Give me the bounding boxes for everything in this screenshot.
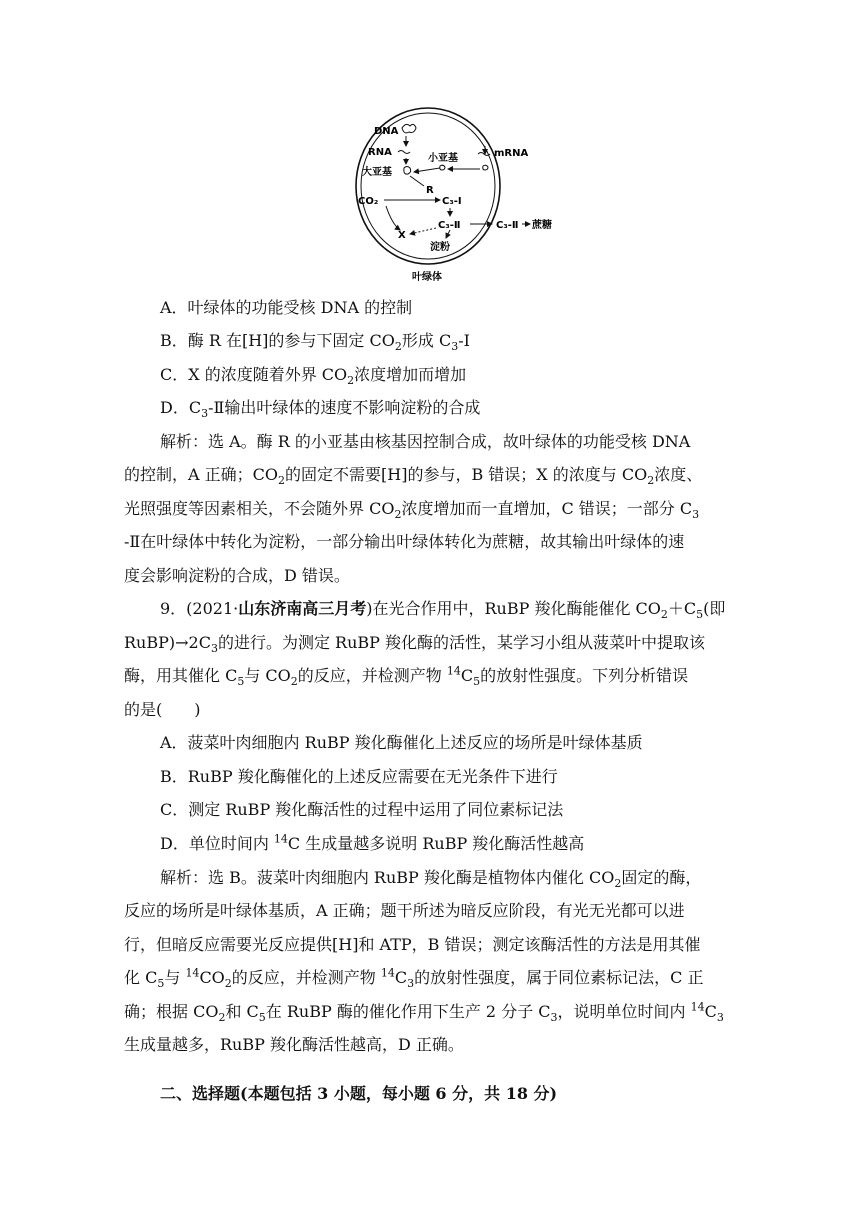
dna-icon xyxy=(402,124,416,132)
label-chloroplast: 叶绿体 xyxy=(412,272,442,283)
q9-source: 山东济南高三月考 xyxy=(238,599,367,618)
label-small-subunit: 小亚基 xyxy=(428,153,458,164)
label-dna: DNA xyxy=(374,126,399,137)
q9-analysis-line: 确；根据 $CO_2$和 $C_5$在 RuBP 酶的催化作用下生产 2 分子 $C_3$，说明单位时间内 $^{14}C_3$ xyxy=(124,1000,724,1025)
cytosol-small-subunit-icon xyxy=(483,165,488,170)
q9-stem-line: 酶，用其催化 $C_5$与 $CO_2$的反应，并检测产物 $^{14}C_5$的放射性强度。下列分析错误 xyxy=(124,664,689,689)
q8-analysis-line: 解析：选 A。酶 R 的小亚基由核基因控制合成，故叶绿体的功能受核 DNA xyxy=(160,432,691,451)
q9-option-c: C．测定 RuBP 羧化酶活性的过程中运用了同位素标记法 xyxy=(160,800,564,819)
label-rna: RNA xyxy=(368,147,392,158)
q8-analysis-line: 光照强度等因素相关，不会随外界 $CO_2$浓度增加而一直增加，C 错误；一部分 $C_3$ xyxy=(124,499,700,522)
q8-option-b: B．酶 R 在[H]的参与下固定 $CO_2$形成 $C_3-Ⅰ$ xyxy=(160,331,470,354)
q9-analysis-line: 化 $C_5$与 $^{14}CO_2$的反应，并检测产物 $^{14}C_3$的放射性强度，属于同位素标记法，C 正 xyxy=(124,966,704,991)
q9-analysis-line: 反应的场所是叶绿体基质，A 正确；题干所述为暗反应阶段，有光无光都可以进 xyxy=(124,901,685,920)
q9-analysis-line: 行，但暗反应需要光反应提供[H]和 ATP，B 错误；测定该酶活性的方法是用其催 xyxy=(124,935,701,954)
q8-option-d: D．$C_3-Ⅱ$输出叶绿体的速度不影响淀粉的合成 xyxy=(160,398,481,421)
label-enzyme-r: R xyxy=(426,185,434,196)
label-starch: 淀粉 xyxy=(430,242,450,253)
rna-icon xyxy=(398,151,410,154)
label-c3-ii: C₃-Ⅱ xyxy=(438,220,461,231)
q8-analysis-line: 度会影响淀粉的合成，D 错误。 xyxy=(124,566,350,585)
q9-analysis-line: 解析：选 B。菠菜叶肉细胞内 RuBP 羧化酶是植物体内催化 $CO_2$固定的酶， xyxy=(160,868,702,891)
label-mrna: mRNA xyxy=(494,148,529,159)
q9-analysis-line: 生成量越多，RuBP 羧化酶活性越高，D 正确。 xyxy=(124,1035,464,1054)
section-heading: 二、选择题(本题包括 3 小题，每小题 6 分，共 18 分) xyxy=(160,1084,558,1103)
q8-option-a: A．叶绿体的功能受核 DNA 的控制 xyxy=(160,298,413,317)
chloroplast-diagram xyxy=(340,106,560,286)
label-co2: CO₂ xyxy=(358,196,379,207)
q8-analysis-line: 的控制，A 正确；$CO_2$的固定不需要[H]的参与，B 错误；X 的浓度与 $CO_2$浓度、 xyxy=(124,465,703,488)
q9-stem-line: 9．(2021·山东济南高三月考)在光合作用中，RuBP 羧化酶能催化 $CO_2+C_5$(即 xyxy=(160,599,726,622)
q8-analysis-line: -Ⅱ在叶绿体中转化为淀粉，一部分输出叶绿体转化为蔗糖，故其输出叶绿体的速 xyxy=(124,532,685,551)
q9-stem-line: $RuBP)\to 2C_3$的进行。为测定 RuBP 羧化酶的活性，某学习小组从菠菜叶中提取该 xyxy=(124,633,706,656)
q9-stem-line: 的是( ) xyxy=(124,700,201,719)
label-c3-ii-cytosol: C₃-Ⅱ xyxy=(496,220,519,231)
large-subunit-icon xyxy=(404,167,411,175)
label-c3-i: C₃-Ⅰ xyxy=(442,196,462,207)
label-x: X xyxy=(398,230,406,241)
q8-option-c: C．X 的浓度随着外界 $CO_2$浓度增加而增加 xyxy=(160,365,467,388)
q9-option-d: D．单位时间内 $^{14}$C 生成量越多说明 RuBP 羧化酶活性越高 xyxy=(160,832,585,853)
q9-option-b: B．RuBP 羧化酶催化的上述反应需要在无光条件下进行 xyxy=(160,767,558,786)
label-large-subunit: 大亚基 xyxy=(362,167,392,178)
small-subunit-icon xyxy=(440,165,445,170)
q9-option-a: A．菠菜叶肉细胞内 RuBP 羧化酶催化上述反应的场所是叶绿体基质 xyxy=(160,733,643,752)
label-sucrose: 蔗糖 xyxy=(532,220,552,231)
